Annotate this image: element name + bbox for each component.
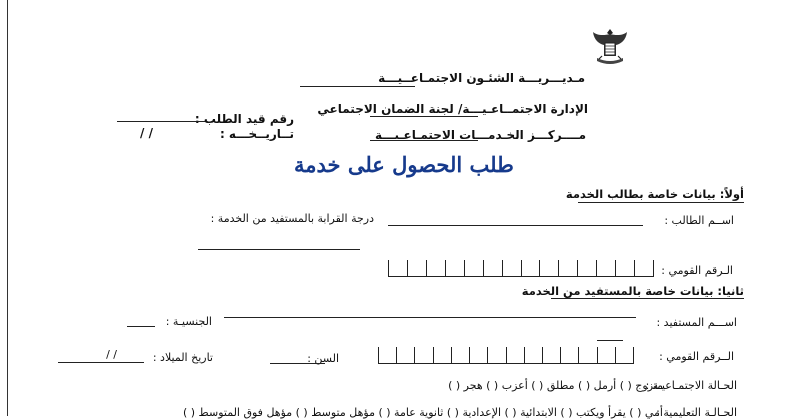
birth-date-line xyxy=(58,362,144,363)
digit-box-tick xyxy=(445,260,446,276)
form-title: طلب الحصول على خدمة xyxy=(294,152,514,177)
digit-box-tick xyxy=(542,347,543,363)
digit-box-tick xyxy=(521,260,522,276)
beneficiary-name-line xyxy=(224,317,636,318)
date-slashes: / / xyxy=(140,126,153,140)
age-line xyxy=(270,363,325,364)
section1-heading-underline xyxy=(578,202,744,203)
administration-line xyxy=(370,116,478,117)
administration-label: الإدارة الاجتمــاعـيـــة/ لجنة الضمان الاجتماعي xyxy=(317,102,588,116)
short-line xyxy=(597,340,623,341)
national-id-boxes-1 xyxy=(388,260,654,277)
directorate-line xyxy=(300,86,415,87)
digit-box-tick xyxy=(502,260,503,276)
education-status-label: الحـالـة التعليمية : xyxy=(656,406,737,419)
digit-box-tick xyxy=(506,347,507,363)
request-number-line xyxy=(117,121,205,122)
age-label: السن : xyxy=(307,352,339,365)
digit-box-tick xyxy=(578,347,579,363)
digit-box-tick xyxy=(469,347,470,363)
directorate-label: مـديـــريـــة الشئـون الاجتمـاعــيـــة xyxy=(378,71,585,85)
section2-heading: ثانيا: بيانات خاصة بالمستفيد من الخدمة xyxy=(521,284,744,298)
digit-box-tick xyxy=(487,347,488,363)
service-center-line xyxy=(370,140,478,141)
digit-box-tick xyxy=(464,260,465,276)
digit-box-tick xyxy=(407,260,408,276)
service-center-label: مــــركـــز الخـدمـــات الاجتمـاعـيـــة xyxy=(374,128,586,142)
nationality-line xyxy=(127,326,155,327)
national-id-boxes-2 xyxy=(378,347,634,364)
applicant-name-line xyxy=(388,225,643,226)
beneficiary-name-label: اســـم المستفيد : xyxy=(656,316,737,329)
section1-heading: أولاً: بيانات خاصة بطالب الخدمة xyxy=(565,187,744,201)
digit-box-tick xyxy=(634,260,635,276)
kinship-label: درجة القرابة بالمستفيد من الخدمة : xyxy=(210,212,374,225)
request-number-label: رقم قيد الطلب : xyxy=(194,112,294,126)
digit-box-tick xyxy=(414,347,415,363)
digit-box-tick xyxy=(560,347,561,363)
birth-date-label: تاريخ الميلاد : xyxy=(152,351,213,364)
marital-status-label: الحـالة الاجتمـاعيـة : xyxy=(645,379,737,392)
date-label: تــاريــخـــه : xyxy=(219,127,294,141)
digit-box-tick xyxy=(615,260,616,276)
digit-box-tick xyxy=(433,347,434,363)
left-border-line xyxy=(7,0,8,416)
digit-box-tick xyxy=(558,260,559,276)
digit-box-tick xyxy=(483,260,484,276)
section2-heading-underline xyxy=(551,298,744,299)
digit-box-tick xyxy=(388,260,389,276)
marital-status-options: متزوج ( ) أرمل ( ) مطلق ( ) أعزب ( ) هجر ( ) xyxy=(448,379,663,392)
digit-box-tick xyxy=(451,347,452,363)
digit-box-tick xyxy=(633,347,634,363)
digit-box-tick xyxy=(596,260,597,276)
digit-box-tick xyxy=(426,260,427,276)
digit-box-tick xyxy=(539,260,540,276)
digit-box-tick xyxy=(524,347,525,363)
digit-box-tick xyxy=(653,260,654,276)
applicant-name-label: اســم الطالب : xyxy=(664,214,734,227)
digit-box-tick xyxy=(577,260,578,276)
national-id-label-2: الــرقم القومي : xyxy=(659,350,734,363)
eagle-emblem-icon xyxy=(591,26,629,66)
digit-box-tick xyxy=(615,347,616,363)
digit-box-tick xyxy=(378,347,379,363)
birth-date-slashes: / / xyxy=(106,348,117,361)
digit-box-tick xyxy=(396,347,397,363)
nationality-label: الجنسيـة : xyxy=(165,315,212,328)
digit-box-tick xyxy=(597,347,598,363)
kinship-line xyxy=(198,249,360,250)
education-status-options: أمي ( ) يقرأ ويكتب ( ) الابتدائية ( ) الإعدادية ( ) ثانوية عامة ( ) مؤهل متوسط ( ) مؤهل فوق المتوسط ( ) xyxy=(182,406,663,419)
national-id-label-1: الـرقم القومي : xyxy=(661,264,733,277)
